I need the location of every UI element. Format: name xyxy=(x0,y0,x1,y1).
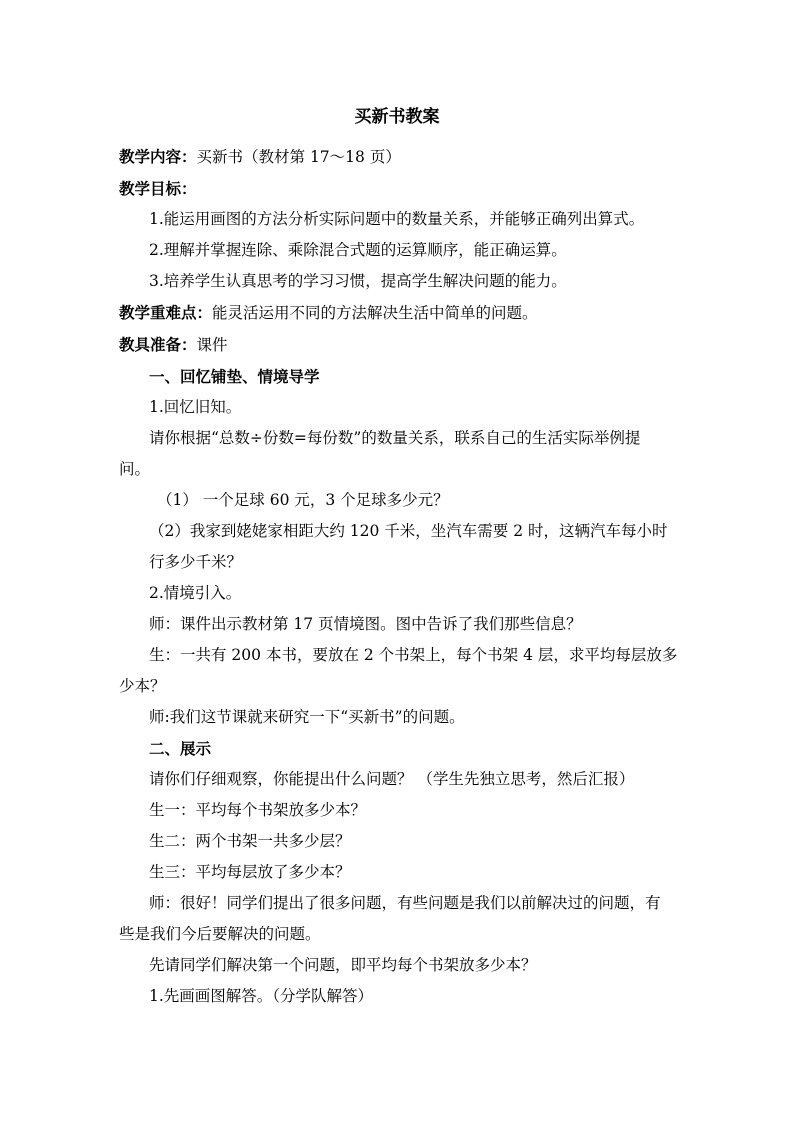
goal-item-1: 1.能运用画图的方法分析实际问题中的数量关系，并能够正确列出算式。 xyxy=(149,210,645,228)
document-title: 买新书教案 xyxy=(354,107,440,127)
content-label: 教学内容： xyxy=(119,147,197,166)
section1-step2: 2.情境引入。 xyxy=(149,584,242,602)
goal-item-3: 3.培养学生认真思考的学习习惯，提高学生解决问题的能力。 xyxy=(149,272,567,290)
section2-student3: 生三：平均每层放了多少本？ xyxy=(149,863,351,881)
section1-question2-line2: 行多少千米？ xyxy=(149,553,243,571)
section2-teacher-line1: 师：很好！同学们提出了很多问题，有些问题是我们以前解决过的问题，有 xyxy=(149,894,661,912)
section1-heading: 一、回忆铺垫、情境导学 xyxy=(149,367,320,386)
section1-intro-line2: 问。 xyxy=(119,460,151,478)
section2-student1: 生一：平均每个书架放多少本？ xyxy=(149,801,367,819)
content-line xyxy=(119,141,681,173)
key-points-line xyxy=(119,297,681,329)
section2-teacher-line2: 些是我们今后要解决的问题。 xyxy=(119,925,321,943)
goal-item-2: 2.理解并掌握连除、乘除混合式题的运算顺序，能正确运算。 xyxy=(149,241,567,259)
section2-first-question: 先请同学们解决第一个问题，即平均每个书架放多少本？ xyxy=(149,956,537,974)
tools-text: 课件 xyxy=(196,336,228,354)
key-points-label: 教学重难点： xyxy=(119,303,213,322)
section1-teacher1: 师：课件出示教材第 17 页情境图。图中告诉了我们那些信息？ xyxy=(149,615,582,633)
section1-student1-line2: 少本？ xyxy=(119,677,166,695)
document-body xyxy=(119,141,681,1012)
section2-student2: 生二：两个书架一共多少层？ xyxy=(149,832,351,850)
section1-step1: 1.回忆旧知。 xyxy=(149,398,242,416)
section1-teacher2: 师:我们这节课就来研究一下“买新书”的问题。 xyxy=(149,708,465,726)
section1-student1-line1: 生：一共有 200 本书，要放在 2 个书架上，每个书架 4 层，求平均每层放多 xyxy=(149,646,678,664)
tools-label: 教具准备： xyxy=(119,335,197,354)
content-text: 买新书（教材第 17～18 页） xyxy=(196,148,401,166)
section2-prompt: 请你们仔细观察，你能提出什么问题？ （学生先独立思考，然后汇报） xyxy=(149,770,635,788)
section2-heading: 二、展示 xyxy=(149,739,212,758)
section1-question1: （1） 一个足球 60 元，3 个足球多少元？ xyxy=(157,491,449,509)
goals-label: 教学目标： xyxy=(119,179,197,198)
key-points-text: 能灵活运用不同的方法解决生活中简单的问题。 xyxy=(212,304,538,322)
section1-intro-line1: 请你根据“总数÷份数=每份数”的数量关系，联系自己的生活实际举例提 xyxy=(149,429,641,447)
section1-question2-line1: （2）我家到姥姥家相距大约 120 千米，坐汽车需要 2 时，这辆汽车每小时 xyxy=(149,522,668,540)
tools-line xyxy=(119,329,681,361)
section2-step1: 1.先画画图解答。（分学队解答） xyxy=(149,987,374,1005)
